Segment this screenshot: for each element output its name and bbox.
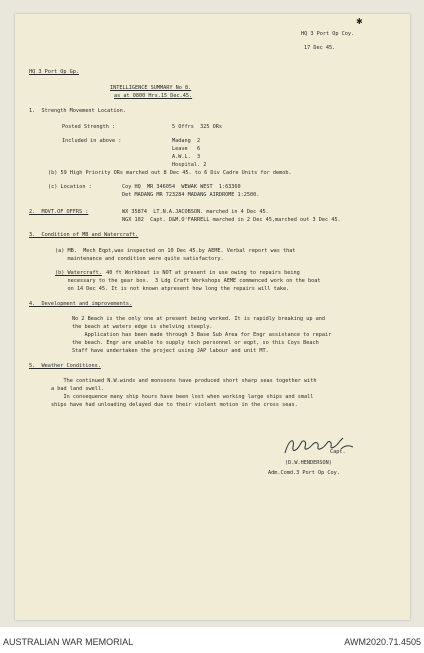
location-label: (c) Location : xyxy=(48,184,92,190)
section5-line: a bad land swell. xyxy=(51,386,105,392)
included-label: Included in above : xyxy=(62,138,122,144)
section3-heading: 3. Condition of MB and Watercraft. xyxy=(29,232,139,238)
header-date: 17 Dec 45. xyxy=(304,45,336,51)
section2-line1: WX 35874 LT.N.A.JACOBSON. marched in 4 Dec 45. xyxy=(122,209,269,215)
section3-a-line2: maintenance and condition were quite satisfactory. xyxy=(55,256,224,262)
archive-footer xyxy=(0,630,424,653)
signature-rank: Capt. xyxy=(330,449,346,455)
archive-source: AUSTRALIAN WAR MEMORIAL xyxy=(3,637,134,647)
section3-a-line1: (a) MB. Mech Eqpt,was inspected on 10 Dec 45.by AEME. Verbal report was that xyxy=(55,248,296,254)
addressee: HQ 3 Port Op Gp. xyxy=(29,69,79,75)
section3-b-line3: on 14 Dec 45. It is not known atpresent how long the repairs will take. xyxy=(55,286,290,292)
included-item: Madang 2 xyxy=(172,138,201,144)
section4-line: the beach. Engr are unable to supply tech personnel or eqpt, so this Coys Beach xyxy=(72,340,319,346)
posted-label: Posted Strength : xyxy=(62,124,116,130)
title-line2: as at 0800 Hrs.15 Dec.45. xyxy=(114,93,193,99)
section5-line: In consequence many ship hours have been lost when working large ships and small xyxy=(51,394,314,400)
signature-name: (D.W.HENDERSON) xyxy=(285,460,332,466)
posted-value: 5 Offrs 325 ORs xyxy=(172,124,222,130)
section4-line: the beach at waters edge is shelving steeply. xyxy=(72,324,213,330)
archive-reference: AWM2020.71.4505 xyxy=(344,637,421,647)
included-item: Leave 6 xyxy=(172,146,201,152)
section4-line: Staff have undertaken the project using JAP labour and unit MT. xyxy=(72,348,269,354)
section2-line2: NGX 102 Capt. D&M.O'FARRELL marched in 2 Dec 45,marched out 3 Dec 45. xyxy=(122,217,341,223)
title-line1: INTELLIGENCE SUMMARY No 8. xyxy=(110,85,192,91)
signature-position: Adm.Comd.3 Port Op Coy. xyxy=(268,470,340,476)
section4-line: Application has been made through 3 Base Sub Area for Engr assistance to repair xyxy=(72,332,332,338)
section5-line: The continued N.W.winds and monsoons have produced short sharp seas together with xyxy=(51,378,317,384)
punch-mark-icon: ✱ xyxy=(356,17,363,26)
section3-b-label: (b) Watercraft. xyxy=(55,270,102,276)
location-line1: Coy HQ MR 346054 WEWAK WEST 1:63360 xyxy=(122,184,241,190)
included-item: A.W.L. 3 xyxy=(172,154,201,160)
section5-heading: 5. Weather Conditions. xyxy=(29,363,101,369)
section1-item-b: (b) 59 High Priority ORs marched out 8 Dec 45. to 6 Div Cadre Units for demob. xyxy=(48,170,292,176)
section2-heading: 2. MOVT.OF OFFRS : xyxy=(29,209,89,215)
location-line2: Det MADANG MR 723284 MADANG AIRDROME 1:2500. xyxy=(122,192,260,198)
section3-b-line2: necessary to the gear box. 3 Ldg Craft Workshops AEME commenced work on the boat xyxy=(55,278,321,284)
section4-line: No 2 Beach is the only one at present being worked. It is rapidly breaking up and xyxy=(72,316,325,322)
section5-line: ships have had unloading delayed due to their violent motion in the cross seas. xyxy=(51,402,298,408)
included-item: Hospital. 2 xyxy=(172,162,207,168)
section3-b-line1: 40 ft Workboat is NOT at present in use owing to repairs being xyxy=(103,270,300,276)
document-paper xyxy=(15,14,410,620)
section1-heading: 1. Strength Movement Location. xyxy=(29,108,126,114)
section4-heading: 4. Development and improvements. xyxy=(29,301,133,307)
header-unit: HQ 3 Port Op Coy. xyxy=(301,31,355,37)
